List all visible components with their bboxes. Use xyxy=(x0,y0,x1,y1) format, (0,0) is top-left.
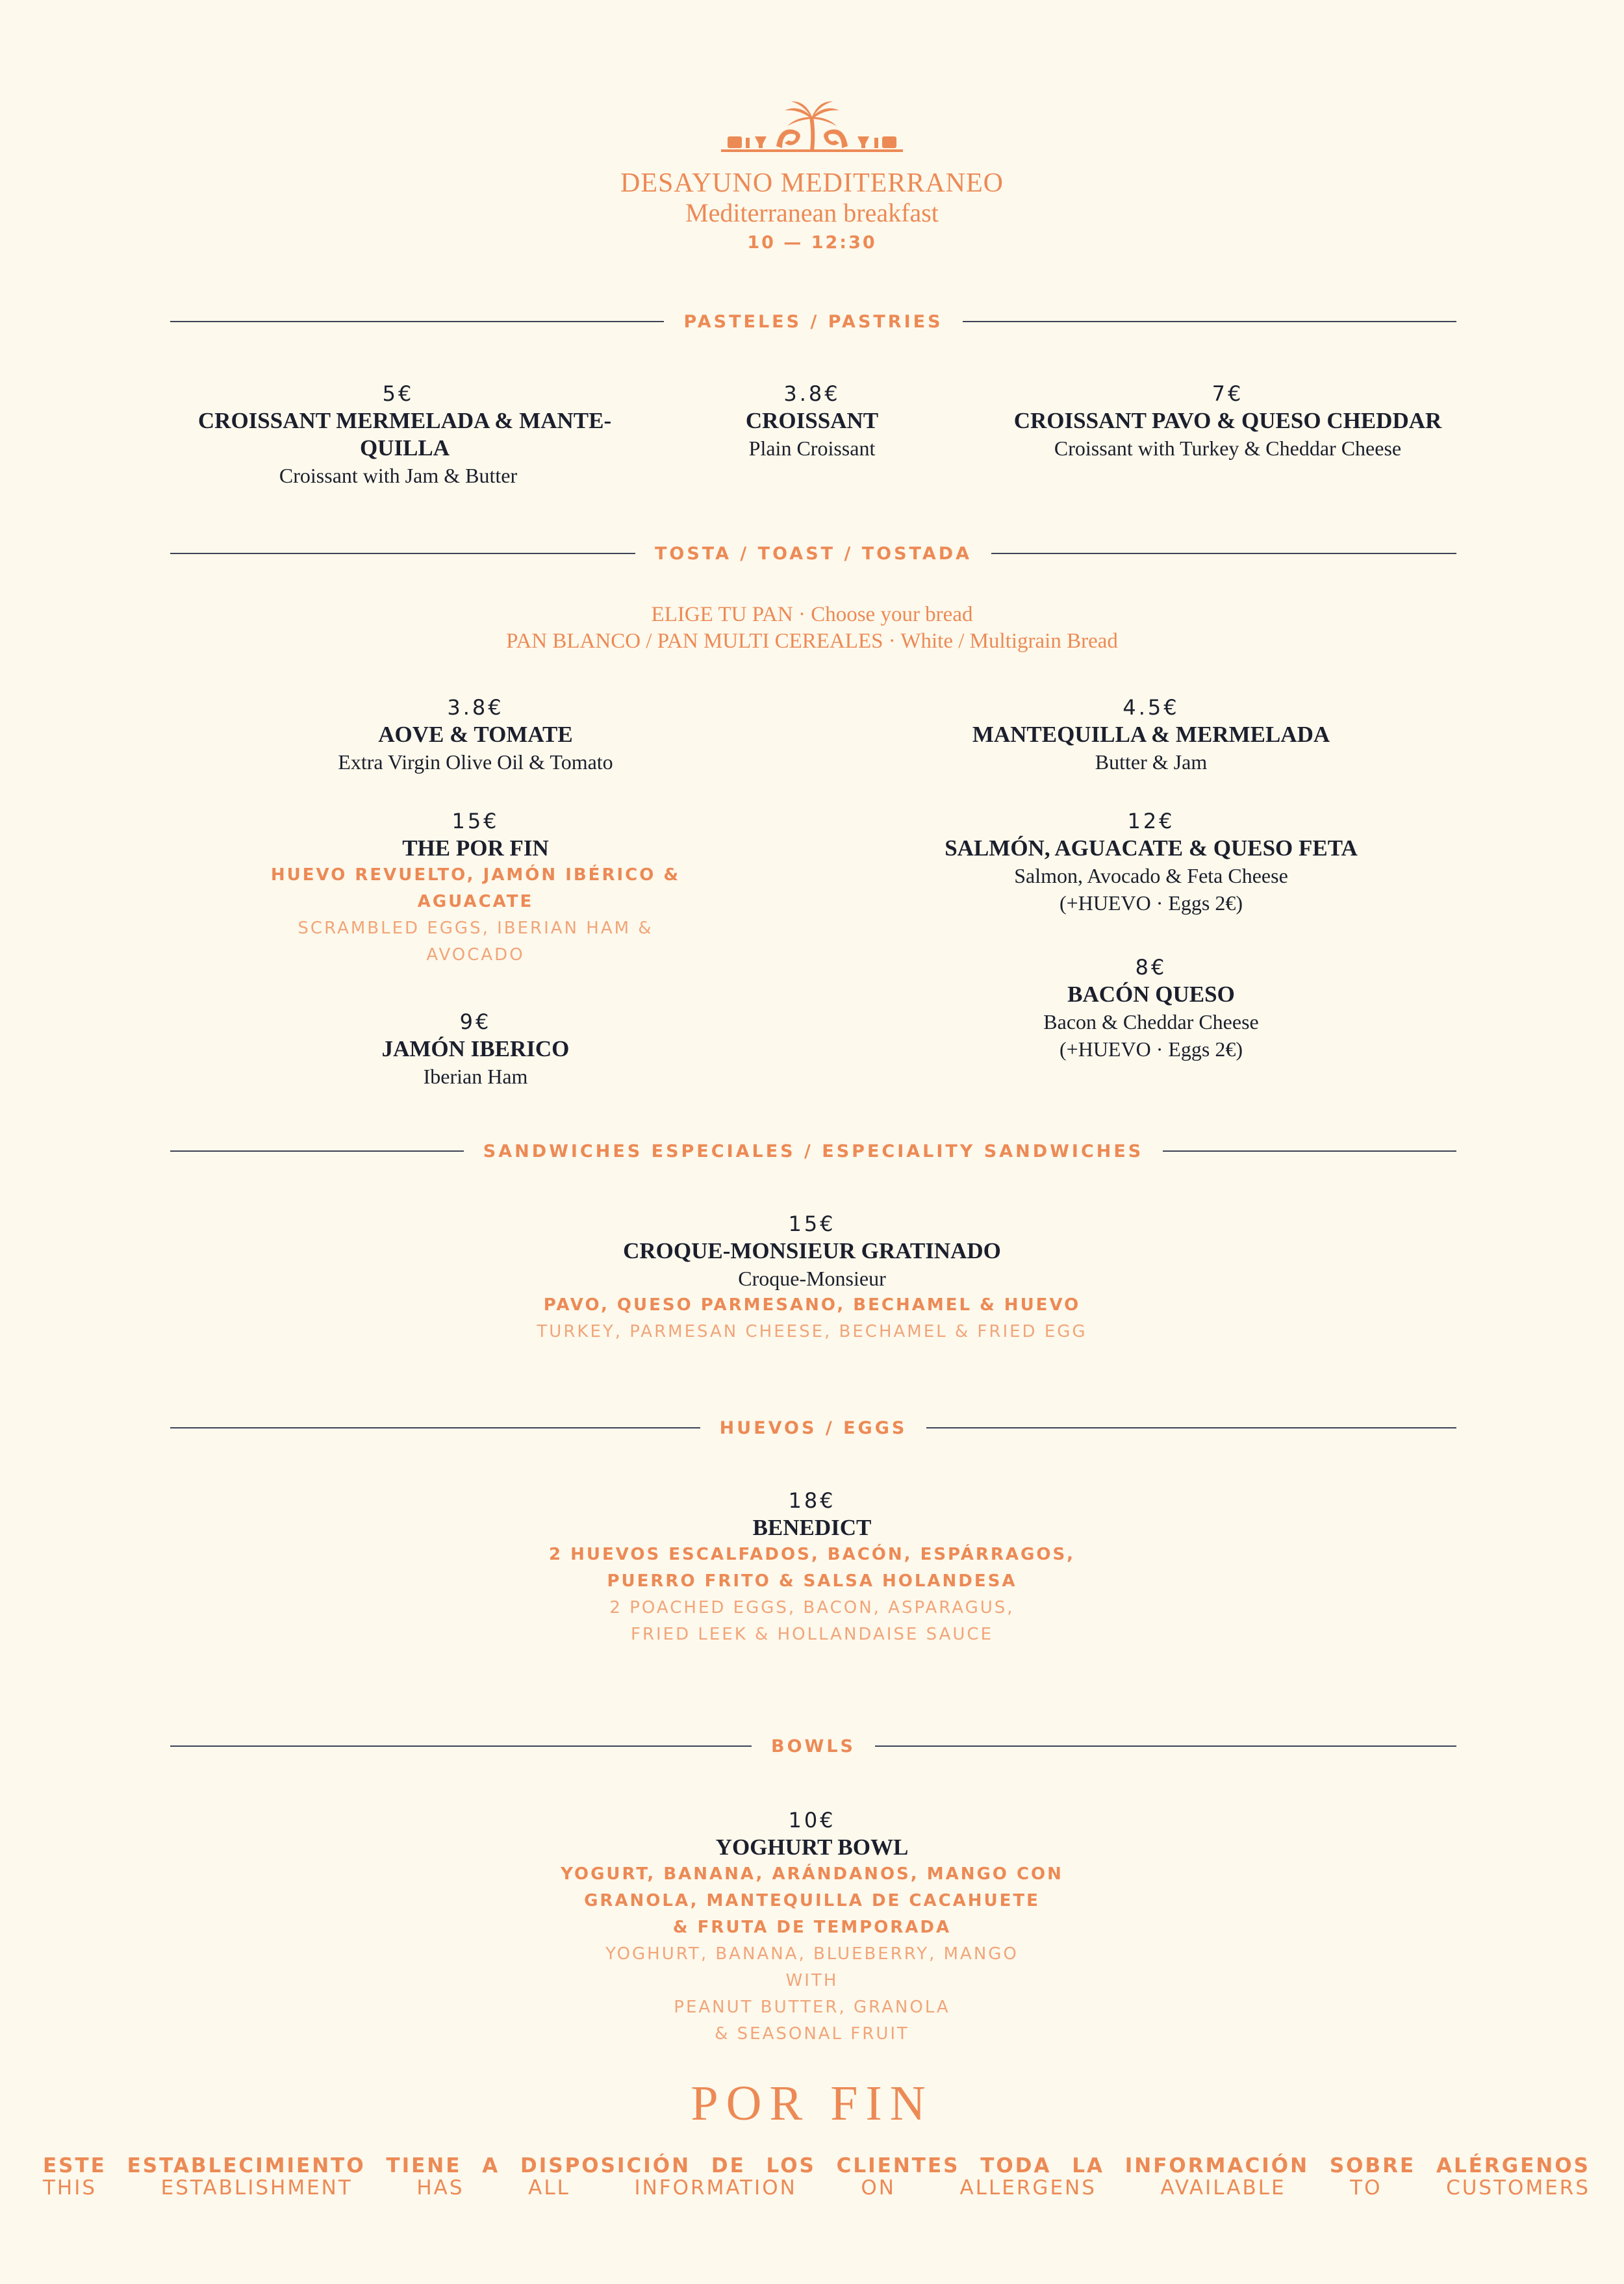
item-name: SALMÓN, AGUACATE & QUESO FETA xyxy=(945,835,1358,861)
item-english-name: Butter & Jam xyxy=(1095,750,1208,774)
item-price: 18€ xyxy=(788,1488,836,1513)
bread-choice: ELIGE TU PAN · Choose your bread xyxy=(651,603,973,626)
item-english-name: Iberian Ham xyxy=(423,1065,528,1088)
section-divider-pastries xyxy=(170,309,1456,335)
item-price: 15€ xyxy=(788,1212,836,1236)
item-name: BENEDICT xyxy=(752,1515,872,1540)
item-english-ingredients: WITH xyxy=(785,1971,839,1990)
item-spanish-ingredients: HUEVO REVUELTO, JAMÓN IBÉRICO & AGUACATE xyxy=(270,865,681,911)
item-spanish-ingredients: GRANOLA, MANTEQUILLA DE CACAHUETE xyxy=(584,1891,1040,1910)
item-spanish-ingredients: 2 HUEVOS ESCALFADOS, BACÓN, ESPÁRRAGOS, xyxy=(548,1545,1076,1564)
item-english-ingredients: PEANUT BUTTER, GRANOLA xyxy=(674,1998,950,2017)
section-label: BOWLS xyxy=(771,1736,856,1757)
item-english-ingredients: YOGHURT, BANANA, BLUEBERRY, MANGO xyxy=(605,1944,1019,1964)
menu-item xyxy=(325,1487,1299,1648)
item-english-ingredients: TURKEY, PARMESAN CHEESE, BECHAMEL & FRIED EGG xyxy=(537,1322,1087,1341)
item-english-name: Plain Croissant xyxy=(748,437,876,460)
menu-item xyxy=(891,807,1411,917)
item-price: 7€ xyxy=(1212,381,1244,406)
item-name: AOVE & TOMATE xyxy=(378,722,573,747)
item-price: 12€ xyxy=(1127,809,1175,833)
item-name: CROQUE-MONSIEUR GRATINADO xyxy=(623,1238,1001,1263)
item-price: 10€ xyxy=(788,1808,836,1833)
palm-tree-logo-icon xyxy=(715,97,909,156)
menu-subtitle: Mediterranean breakfast xyxy=(685,198,939,227)
section-label: HUEVOS / EGGS xyxy=(719,1417,907,1438)
item-name: THE POR FIN xyxy=(402,835,549,861)
item-spanish-ingredients: PUERRO FRITO & SALSA HOLANDESA xyxy=(607,1571,1017,1591)
section-divider-eggs xyxy=(170,1415,1456,1441)
item-spanish-ingredients: PAVO, QUESO PARMESANO, BECHAMEL & HUEVO xyxy=(543,1295,1081,1315)
item-name: BACÓN QUESO xyxy=(1067,982,1235,1007)
section-label: PASTELES / PASTRIES xyxy=(683,311,943,332)
bread-options: PAN BLANCO / PAN MULTI CEREALES · White / Multigrain Bread xyxy=(506,629,1118,653)
item-english-name: Bacon & Cheddar Cheese xyxy=(1043,1010,1259,1034)
item-name: CROISSANT xyxy=(745,408,879,433)
item-price: 3.8€ xyxy=(783,381,841,406)
item-extra-option: (+HUEVO · Eggs 2€) xyxy=(1059,891,1243,915)
item-english-ingredients: 2 POACHED EGGS, BACON, ASPARAGUS, xyxy=(609,1598,1015,1618)
item-price: 3.8€ xyxy=(447,695,504,720)
menu-title: DESAYUNO MEDITERRANEO xyxy=(620,168,1004,198)
menu-item xyxy=(325,1210,1299,1345)
menu-item xyxy=(891,694,1411,776)
menu-item xyxy=(216,1008,735,1090)
item-english-name: Croque-Monsieur xyxy=(738,1267,886,1290)
item-english-ingredients: FRIED LEEK & HOLLANDAISE SAUCE xyxy=(630,1625,993,1644)
item-name: YOGHURT BOWL xyxy=(715,1834,909,1860)
item-name: CROISSANT PAVO & QUESO CHEDDAR xyxy=(1013,408,1442,433)
item-price: 5€ xyxy=(382,381,414,406)
item-name: CROISSANT MERMELADA & MANTE-QUILLA xyxy=(197,408,612,461)
section-divider-toast xyxy=(170,540,1456,566)
item-name: JAMÓN IBERICO xyxy=(381,1036,570,1061)
item-english-name: Extra Virgin Olive Oil & Tomato xyxy=(338,750,613,774)
item-extra-option: (+HUEVO · Eggs 2€) xyxy=(1059,1037,1243,1061)
section-divider-bowls xyxy=(170,1733,1456,1759)
menu-item xyxy=(961,380,1494,462)
menu-item xyxy=(216,807,735,969)
opening-hours: 10 — 12:30 xyxy=(747,233,877,253)
item-spanish-ingredients: YOGURT, BANANA, ARÁNDANOS, MANGO CON xyxy=(561,1864,1063,1884)
item-price: 15€ xyxy=(451,809,500,833)
brand-name: POR FIN xyxy=(691,2076,933,2131)
item-english-name: Croissant with Turkey & Cheddar Cheese xyxy=(1054,437,1402,460)
item-name: MANTEQUILLA & MERMELADA xyxy=(972,722,1330,747)
item-spanish-ingredients: & FRUTA DE TEMPORADA xyxy=(672,1918,952,1937)
item-price: 9€ xyxy=(459,1009,492,1034)
item-price: 4.5€ xyxy=(1123,695,1180,720)
item-price: 8€ xyxy=(1135,955,1167,980)
item-english-name: Salmon, Avocado & Feta Cheese xyxy=(1014,864,1288,887)
section-label: TOSTA / TOAST / TOSTADA xyxy=(654,543,972,564)
menu-item xyxy=(682,380,942,462)
menu-item xyxy=(891,954,1411,1063)
allergen-notice-spanish: ESTE ESTABLECIMIENTO TIENE A DISPOSICIÓN DE LOS CLIENTES TODA LA INFORMACIÓN SOBRE ALÉRGENOS xyxy=(43,2154,1590,2177)
menu-item xyxy=(216,694,735,776)
allergen-notice-english: THIS ESTABLISHMENT HAS ALL INFORMATION ON ALLERGENS AVAILABLE TO CUSTOMERS xyxy=(43,2176,1590,2200)
menu-item xyxy=(325,1807,1299,2048)
section-label: SANDWICHES ESPECIALES / ESPECIALITY SANDWICHES xyxy=(483,1141,1144,1161)
item-english-ingredients: SCRAMBLED EGGS, IBERIAN HAM & AVOCADO xyxy=(298,919,653,965)
item-english-ingredients: & SEASONAL FRUIT xyxy=(715,2024,909,2044)
section-divider-sandwiches xyxy=(170,1138,1456,1164)
menu-item xyxy=(171,380,626,489)
item-english-name: Croissant with Jam & Butter xyxy=(279,464,518,487)
